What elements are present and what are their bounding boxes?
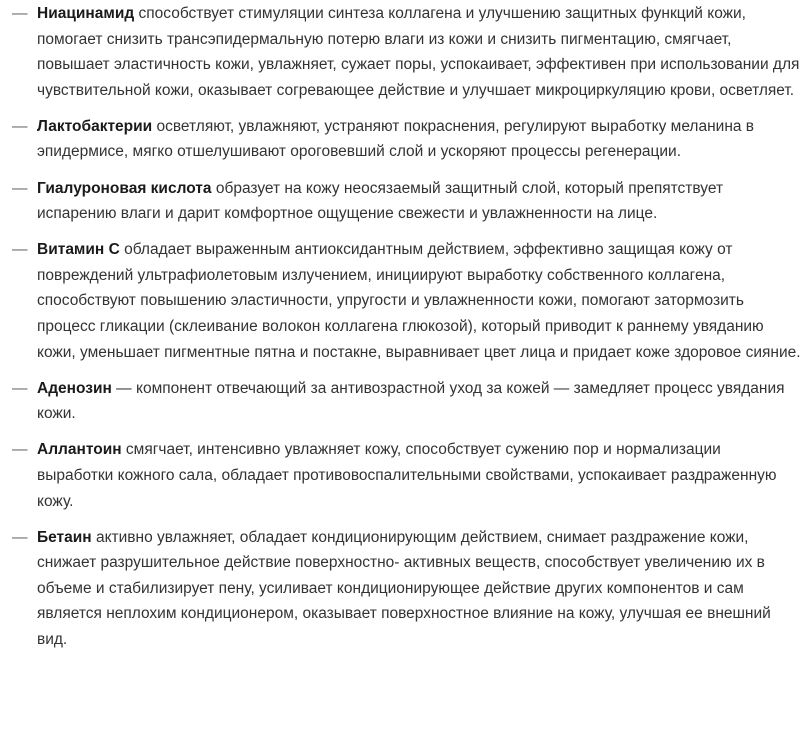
- ingredient-name: Бетаин: [37, 528, 92, 546]
- ingredient-name: Аллантоин: [37, 441, 122, 459]
- ingredient-description: активно увлажняет, обладает кондиционирующим действием, снимает раздражение кожи, снижает разрушительное действие поверхностно- активных веществ, способствует увеличению их в объеме и стабилизирует пену, усиливает кондиционирующее действие других компонентов и сам является неплохим кондиционером, оказывает поверхностное влияние на кожу, улучшая ее внешний вид.: [37, 528, 771, 649]
- ingredient-description: осветляют, увлажняют, устраняют покраснения, регулируют выработку меланина в эпидермисе, мягко отшелушивают ороговевший слой и ускоряют процессы регенерации.: [37, 117, 755, 161]
- dash-bullet: —: [12, 441, 28, 459]
- dash-bullet: —: [12, 117, 28, 135]
- ingredient-name: Гиалуроновая кислота: [37, 179, 212, 197]
- ingredient-description: — компонент отвечающий за антивозрастной уход за кожей — замедляет процесс увядания кожи.: [37, 379, 785, 423]
- list-item: [0, 1, 809, 103]
- dash-bullet: —: [12, 528, 28, 546]
- dash-bullet: —: [12, 241, 28, 259]
- ingredient-description: обладает выраженным антиоксидантным действием, эффективно защищая кожу от повреждений ультрафиолетовым излучением, инициируют выработку собственного коллагена, способствуют повышению эластичности, упругости и увлажненности кожи, помогают затормозить процесс гликации (склеивание волокон коллагена глюкозой), который приводит к раннему увяданию кожи, уменьшает пигментные пятна и постакне, выравнивает цвет лица и придает коже здоровое сияние.: [37, 241, 801, 361]
- dash-bullet: —: [12, 5, 28, 22]
- list-item: [0, 114, 809, 165]
- dash-bullet: —: [12, 379, 28, 397]
- ingredient-description: способствует стимуляции синтеза коллагена и улучшению защитных функций кожи, помогает снизить трансэпидермальную потерю влаги из кожи и снизить пигментацию, смягчает, повышает эластичность кожи, увлажняет, сужает поры, успокаивает, эффективен при использовании для чувствительной кожи, оказывает согревающее действие и улучшает микроциркуляцию крови, осветляет.: [37, 5, 800, 99]
- ingredient-description: образует на кожу неосязаемый защитный слой, который препятствует испарению влаги и дарит комфортное ощущение свежести и увлажненности на лице.: [37, 179, 724, 223]
- ingredient-name: Аденозин: [37, 379, 112, 397]
- ingredient-name: Ниацинамид: [37, 5, 135, 22]
- list-item: [0, 237, 809, 365]
- dash-bullet: —: [12, 179, 28, 197]
- ingredient-name: Лактобактерии: [37, 117, 153, 135]
- ingredient-name: Витамин С: [37, 241, 120, 259]
- list-item: [0, 525, 809, 653]
- ingredient-description: смягчает, интенсивно увлажняет кожу, способствует сужению пор и нормализации выработки кожного сала, обладает противовоспалительными свойствами, успокаивает раздраженную кожу.: [37, 441, 777, 510]
- list-item: [0, 437, 809, 514]
- list-item: [0, 376, 809, 427]
- list-item: [0, 176, 809, 227]
